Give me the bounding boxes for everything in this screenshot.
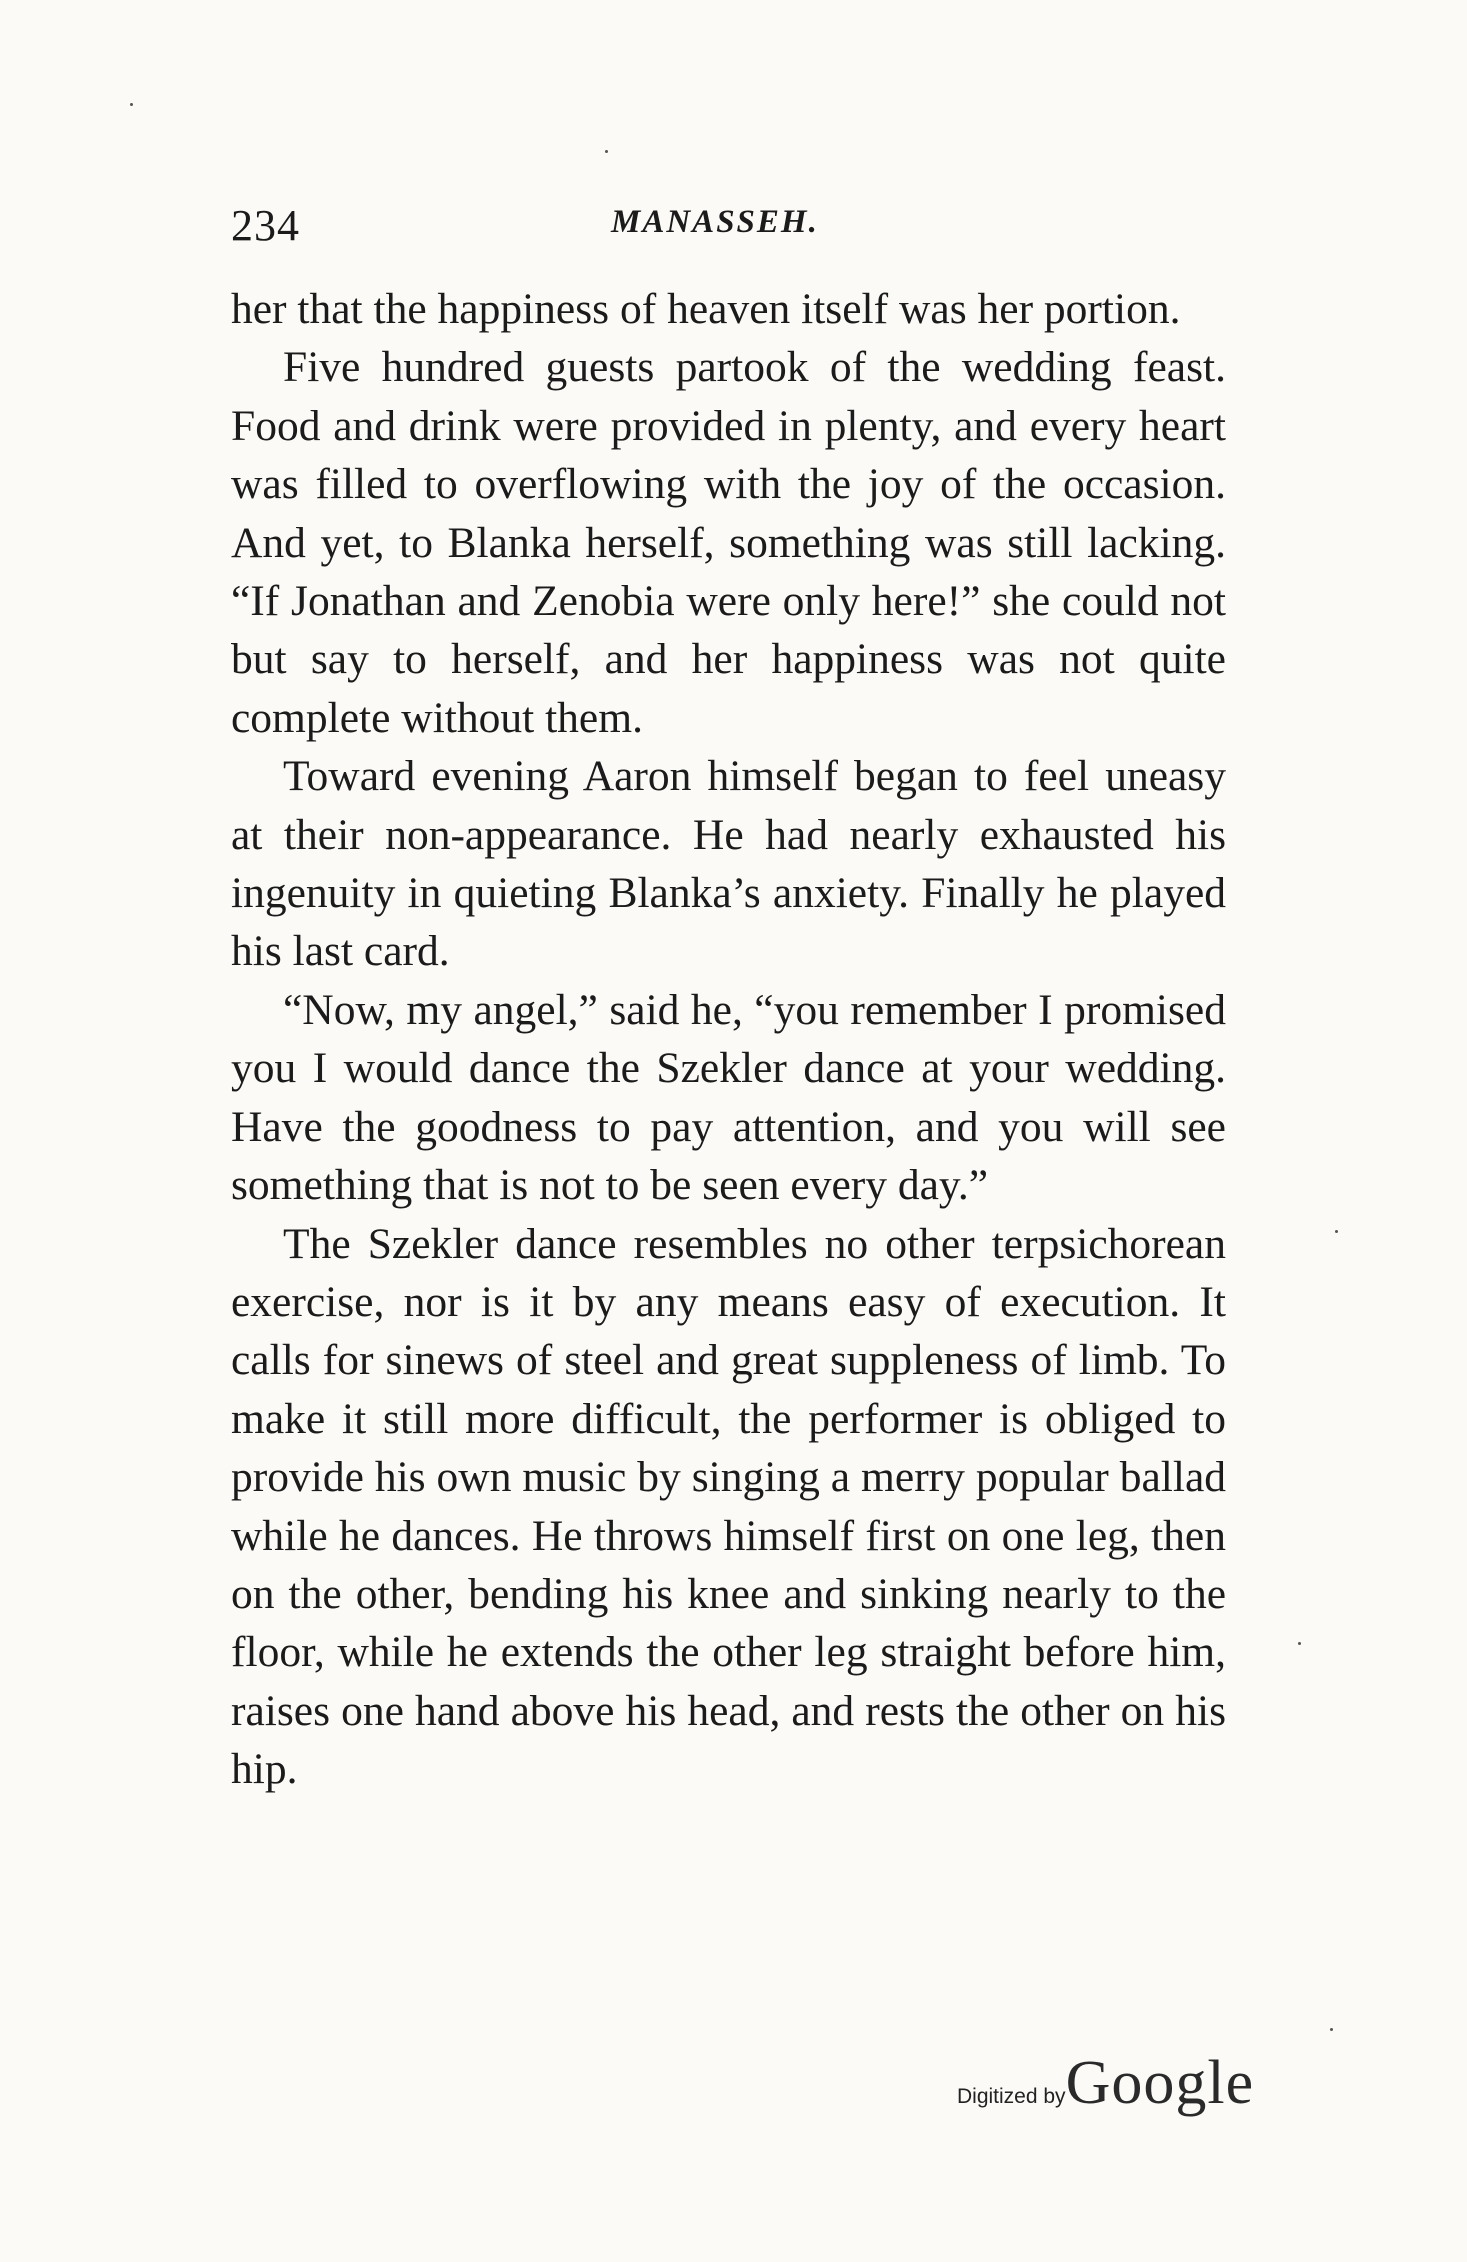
page-number: 234 bbox=[231, 201, 300, 250]
paragraph: Toward evening Aaron himself began to feel uneasy at their non-appearance. He had nearly exhausted his ingenuity in quieting Blanka’s anxiety. Finally he played his last card. bbox=[231, 752, 1226, 976]
scan-speck bbox=[1330, 2028, 1333, 2031]
scan-speck bbox=[1335, 1230, 1338, 1233]
digitized-by-google-watermark bbox=[957, 2048, 1254, 2119]
running-title: MANASSEH. bbox=[611, 204, 819, 240]
paragraph: The Szekler dance resembles no other terpsichorean exercise, nor is it by any means easy of execution. It calls for sinews of steel and great suppleness of limb. To make it still more difficult, the performer is obliged to provide his own music by singing a merry popular ballad while he dances. He throws himself first on one leg, then on the other, bending his knee and sinking nearly to the floor, while he extends the other leg straight before him, raises one hand above his head, and rests the other on his hip. bbox=[231, 1219, 1226, 1794]
watermark-prefix: Digitized by bbox=[957, 2085, 1066, 2108]
paragraph: “Now, my angel,” said he, “you remember I promised you I would dance the Szekler dance at your wedding. Have the goodness to pay attention, and you will see something that is not to be seen every day.” bbox=[231, 985, 1226, 1210]
watermark-brand: Google bbox=[1065, 2049, 1255, 2117]
scan-speck bbox=[605, 150, 608, 153]
page-header bbox=[231, 200, 1231, 260]
scan-speck bbox=[130, 103, 133, 106]
scan-speck bbox=[1298, 1642, 1301, 1645]
paragraph: Five hundred guests partook of the wedding feast. Food and drink were provided in plenty, and every heart was filled to overflowing with the joy of the occasion. And yet, to Blanka herself, something was still lacking. “If Jonathan and Zenobia were only here!” she could not but say to herself, and her happiness was not quite complete without them. bbox=[231, 343, 1226, 742]
body-text bbox=[231, 280, 1226, 1799]
paragraph-continuation: her that the happiness of heaven itself was her portion. bbox=[231, 285, 1181, 333]
